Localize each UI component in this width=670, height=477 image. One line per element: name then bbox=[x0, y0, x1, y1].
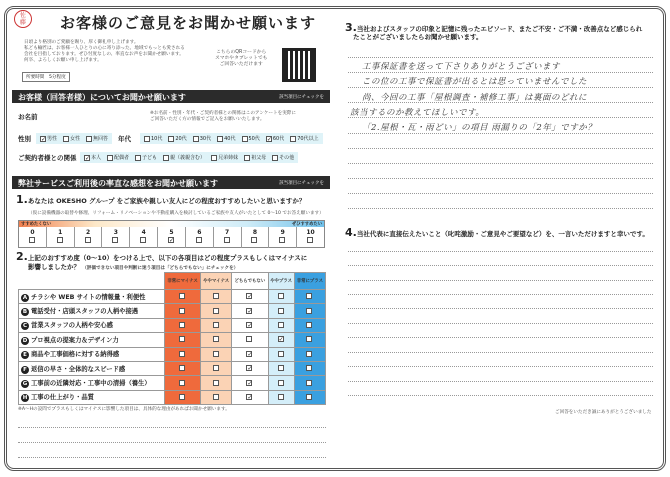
name-stamp: 佐 藤 bbox=[14, 10, 32, 28]
item-key-icon: D bbox=[22, 337, 28, 344]
checkbox[interactable] bbox=[86, 136, 92, 142]
answer-line[interactable] bbox=[348, 148, 653, 149]
intro-line: 私ども輸匠は、お客様一人ひとりの心に寄り添った、地域でもっとも愛される bbox=[24, 46, 185, 51]
checkbox[interactable] bbox=[179, 322, 185, 328]
checkbox[interactable] bbox=[211, 155, 217, 161]
column-header: 非常にマイナス bbox=[165, 273, 201, 290]
checkbox[interactable] bbox=[278, 322, 284, 328]
checkbox[interactable] bbox=[306, 380, 312, 386]
column-header: 非常にプラス bbox=[294, 273, 325, 290]
option-label: 女性 bbox=[70, 136, 81, 142]
scale-value: 6 bbox=[197, 229, 202, 236]
relation-label: ご契約者様との関係 bbox=[18, 154, 77, 162]
question-text: 上記のおすすめ度（0〜10）をつける上で、以下の各項目はどの程度プラスもしくはマイナスに bbox=[27, 254, 308, 262]
item-label bbox=[19, 361, 165, 375]
option-5[interactable] bbox=[244, 154, 266, 161]
rating-cell[interactable] bbox=[232, 361, 268, 375]
checkbox[interactable] bbox=[306, 336, 312, 342]
checkbox[interactable] bbox=[306, 308, 312, 314]
option-label: 30代 bbox=[199, 136, 212, 142]
option-0[interactable] bbox=[84, 154, 101, 161]
scale-low-label: すすめたくない bbox=[21, 222, 52, 227]
checkbox[interactable] bbox=[306, 365, 312, 371]
item-key-icon: C bbox=[22, 323, 28, 330]
checkbox[interactable] bbox=[242, 136, 248, 142]
checkbox[interactable] bbox=[272, 155, 278, 161]
rating-cell[interactable] bbox=[201, 290, 232, 304]
answer-line[interactable] bbox=[18, 457, 326, 458]
respondent-note bbox=[150, 111, 296, 123]
checkbox[interactable]: ✓ bbox=[85, 154, 91, 162]
qr-code-icon[interactable] bbox=[282, 48, 316, 82]
option-4[interactable] bbox=[211, 154, 238, 161]
age-label: 年代 bbox=[118, 135, 131, 143]
question-number: 4. bbox=[345, 226, 357, 239]
scale-option-9[interactable] bbox=[269, 227, 297, 248]
checkbox[interactable] bbox=[179, 351, 185, 357]
intro-text bbox=[24, 40, 224, 64]
checkbox[interactable] bbox=[213, 351, 219, 357]
option-label: 祖父母 bbox=[251, 155, 267, 161]
option-label: 70代以上 bbox=[297, 136, 319, 142]
checkbox[interactable] bbox=[217, 136, 223, 142]
page-title: お客様のご意見をお聞かせ願います bbox=[60, 14, 317, 32]
checkbox[interactable] bbox=[213, 293, 219, 299]
column-header: どちらでもない bbox=[232, 273, 268, 290]
option-label: 50代 bbox=[248, 136, 260, 142]
rating-cell[interactable] bbox=[201, 333, 232, 347]
item-label bbox=[19, 318, 165, 332]
checkbox[interactable] bbox=[135, 155, 141, 161]
scale-option-1[interactable] bbox=[47, 227, 75, 248]
rating-cell[interactable] bbox=[268, 347, 294, 361]
recommend-scale bbox=[18, 220, 325, 248]
answer-line[interactable] bbox=[348, 337, 653, 338]
answer-line[interactable] bbox=[348, 133, 653, 134]
checkbox[interactable] bbox=[213, 308, 219, 314]
scale-option-10[interactable] bbox=[297, 227, 324, 248]
column-header: ややマイナス bbox=[201, 273, 232, 290]
qr-line: ご回答いただけます bbox=[219, 62, 263, 67]
rating-cell[interactable] bbox=[268, 376, 294, 390]
option-label: 男性 bbox=[47, 136, 58, 142]
scale-value: 2 bbox=[85, 229, 91, 236]
checkbox[interactable] bbox=[290, 136, 296, 142]
item-text: 返信の早さ・全体的なスピード感 bbox=[31, 365, 126, 373]
rating-cell[interactable] bbox=[294, 318, 325, 332]
rating-cell[interactable] bbox=[268, 390, 294, 404]
section-title: お客様（回答者様）についてお聞かせ願います bbox=[18, 93, 186, 102]
scale-value: 8 bbox=[252, 229, 257, 236]
item-label bbox=[19, 347, 165, 361]
question-1 bbox=[16, 193, 305, 206]
gender-options bbox=[36, 133, 112, 144]
item-label bbox=[19, 333, 165, 347]
rating-cell[interactable] bbox=[232, 333, 268, 347]
answer-line[interactable] bbox=[348, 87, 653, 88]
scale-value: 1 bbox=[58, 229, 63, 236]
question-sub: （評価できない項目や判断に迷う項目は「どちらでもない」にチェックを） bbox=[82, 266, 239, 271]
checkbox[interactable] bbox=[278, 351, 284, 357]
question-number: 3. bbox=[345, 21, 357, 34]
question-text: 影響しましたか？ bbox=[28, 263, 80, 271]
item-label bbox=[19, 290, 165, 304]
checkbox[interactable] bbox=[224, 237, 230, 243]
name-label: お名前 bbox=[18, 113, 38, 121]
answer-line[interactable] bbox=[348, 251, 653, 252]
scale-value: 9 bbox=[280, 229, 285, 236]
checkbox[interactable]: ✓ bbox=[247, 350, 253, 358]
checkbox[interactable] bbox=[306, 394, 312, 400]
item-text: チラシや WEB サイトの情報量・利便性 bbox=[31, 293, 146, 301]
scale-value: 5 bbox=[169, 229, 174, 236]
checkbox[interactable] bbox=[85, 237, 91, 243]
item-text: 商品や工事価格に対する納得感 bbox=[31, 351, 120, 359]
rating-cell[interactable] bbox=[294, 304, 325, 318]
checkbox[interactable] bbox=[278, 308, 284, 314]
checkbox[interactable] bbox=[278, 394, 284, 400]
question-number: 2. bbox=[16, 250, 28, 263]
scale-option-0[interactable] bbox=[19, 227, 47, 248]
answer-line[interactable] bbox=[348, 381, 653, 382]
rating-cell[interactable] bbox=[165, 290, 201, 304]
option-6[interactable] bbox=[290, 135, 318, 142]
option-label: 60代 bbox=[272, 136, 285, 142]
rating-cell[interactable] bbox=[268, 361, 294, 375]
option-1[interactable] bbox=[63, 135, 80, 142]
checkbox[interactable]: ✓ bbox=[247, 393, 253, 401]
checkbox[interactable] bbox=[29, 237, 35, 243]
scale-value: 3 bbox=[113, 229, 118, 236]
table-row bbox=[19, 333, 326, 347]
scale-value: 7 bbox=[225, 229, 230, 236]
option-label: 配偶者 bbox=[114, 155, 130, 161]
checkbox[interactable] bbox=[107, 155, 113, 161]
answer-line[interactable] bbox=[348, 323, 653, 324]
answer-line[interactable] bbox=[348, 308, 653, 309]
option-label: 40代 bbox=[224, 136, 236, 142]
question-4 bbox=[345, 226, 649, 239]
option-label: 親（義親含む） bbox=[170, 155, 206, 161]
table-row bbox=[19, 390, 326, 404]
answer-line[interactable] bbox=[348, 265, 653, 266]
checkbox[interactable] bbox=[278, 365, 284, 371]
table-row bbox=[19, 304, 326, 318]
checkbox[interactable] bbox=[244, 155, 250, 161]
checkbox[interactable] bbox=[279, 237, 285, 243]
checkbox[interactable]: ✓ bbox=[247, 321, 253, 329]
time-required: 所要時間 5分程度 bbox=[22, 72, 70, 82]
answer-line[interactable] bbox=[348, 395, 653, 396]
option-2[interactable] bbox=[86, 135, 108, 142]
checkbox[interactable] bbox=[112, 237, 118, 243]
rating-cell[interactable] bbox=[268, 318, 294, 332]
checkbox[interactable]: ✓ bbox=[247, 307, 253, 315]
item-key-icon: E bbox=[21, 351, 29, 359]
answer-line[interactable] bbox=[348, 163, 653, 164]
answer-line[interactable] bbox=[18, 427, 326, 428]
note-line: ※お名前・性別・年代・ご契約者様との関係はこのアンケートを実際に bbox=[150, 111, 296, 116]
checkbox[interactable] bbox=[246, 336, 252, 342]
section-header-feedback bbox=[12, 176, 330, 189]
items-note: ※A〜Hの設問でプラスもしくはマイナスに影響した項目は、具体的な理由があればお聞かせ願います。 bbox=[18, 407, 230, 412]
scale-option-7[interactable] bbox=[214, 227, 242, 248]
table-row bbox=[19, 361, 326, 375]
rating-cell[interactable] bbox=[165, 318, 201, 332]
item-text: 電話受付・店頭スタッフの人柄や接遇 bbox=[31, 308, 139, 316]
rating-cell[interactable] bbox=[165, 304, 201, 318]
item-label bbox=[19, 390, 165, 404]
checkbox[interactable] bbox=[179, 308, 185, 314]
table-row bbox=[19, 290, 326, 304]
rating-cell[interactable] bbox=[294, 290, 325, 304]
checkbox[interactable] bbox=[144, 136, 150, 142]
answer-line[interactable] bbox=[348, 352, 653, 353]
handwritten-answer-line: 該当するのか教えてほしいです。 bbox=[350, 108, 485, 118]
item-label bbox=[19, 304, 165, 318]
checkbox[interactable] bbox=[196, 237, 202, 243]
checkbox[interactable]: ✓ bbox=[168, 236, 174, 244]
answer-line[interactable] bbox=[348, 366, 653, 367]
checkbox[interactable] bbox=[306, 293, 312, 299]
question-2-b bbox=[28, 262, 238, 271]
answer-line[interactable] bbox=[348, 208, 653, 209]
option-label: 子ども bbox=[142, 155, 158, 161]
checkbox[interactable]: ✓ bbox=[247, 365, 253, 373]
thanks-text: ご回答をいただき誠にありがとうございました bbox=[555, 410, 652, 415]
checkbox[interactable] bbox=[179, 365, 185, 371]
rating-cell[interactable] bbox=[232, 390, 268, 404]
table-row bbox=[19, 347, 326, 361]
rating-cell[interactable] bbox=[294, 347, 325, 361]
question-text: 当社およびスタッフの印象と記憶に残ったエピソード、またご不安・ご不満・改善点など感じられ bbox=[356, 25, 643, 33]
question-number: 1. bbox=[16, 193, 28, 206]
scale-option-2[interactable] bbox=[75, 227, 103, 248]
rating-cell[interactable] bbox=[294, 333, 325, 347]
option-2[interactable] bbox=[193, 135, 211, 142]
option-1[interactable] bbox=[168, 135, 186, 142]
checkbox[interactable] bbox=[140, 237, 146, 243]
scale-option-6[interactable] bbox=[186, 227, 214, 248]
option-label: 20代 bbox=[175, 136, 187, 142]
rating-cell[interactable] bbox=[232, 304, 268, 318]
scale-high-label: ぜひすすめたい bbox=[291, 222, 322, 227]
option-6[interactable] bbox=[272, 154, 294, 161]
checkbox[interactable] bbox=[213, 336, 219, 342]
checkbox[interactable] bbox=[179, 394, 185, 400]
item-key-icon: F bbox=[21, 366, 29, 374]
rating-cell[interactable] bbox=[268, 290, 294, 304]
checkbox[interactable] bbox=[57, 237, 63, 243]
rating-cell[interactable] bbox=[165, 347, 201, 361]
item-text: 工事の仕上がり・品質 bbox=[31, 394, 94, 402]
checkbox[interactable] bbox=[307, 237, 313, 243]
answer-line[interactable] bbox=[348, 178, 653, 179]
scale-value: 4 bbox=[141, 229, 146, 236]
intro-line: 何卒、よろしくお願い申し上げます。 bbox=[24, 58, 102, 63]
gender-label: 性別 bbox=[18, 135, 31, 143]
item-key-icon: A bbox=[22, 294, 28, 301]
section-title: 弊社サービスご利用後の率直な感想をお聞かせ願います bbox=[18, 179, 218, 188]
option-label: 10代 bbox=[151, 136, 163, 142]
qr-line: こちらのQRコードから bbox=[216, 50, 267, 55]
rating-cell[interactable] bbox=[232, 347, 268, 361]
rating-cell[interactable] bbox=[201, 361, 232, 375]
checkbox[interactable] bbox=[179, 380, 185, 386]
intro-line: 日頃より格別のご愛顧を賜り、厚く御礼申し上げます。 bbox=[24, 40, 139, 45]
option-4[interactable] bbox=[242, 135, 260, 142]
qr-text bbox=[215, 50, 267, 68]
scale-value: 10 bbox=[306, 229, 315, 236]
option-5[interactable] bbox=[266, 135, 284, 142]
option-3[interactable] bbox=[217, 135, 235, 142]
handwritten-answer-line: 尚、今回の工事「屋根調査・補修工事」は裏面のどれに bbox=[362, 93, 588, 103]
scale-option-5[interactable] bbox=[158, 227, 186, 248]
question-text: 当社代表に直接伝えたいこと（叱咤激励・ご意見やご要望など）を、一言いただけますと幸いです。 bbox=[356, 230, 649, 238]
column-header: ややプラス bbox=[268, 273, 294, 290]
rating-cell[interactable] bbox=[232, 290, 268, 304]
checkbox[interactable] bbox=[179, 293, 185, 299]
answer-line[interactable] bbox=[348, 72, 653, 73]
blank-header bbox=[19, 273, 165, 290]
scale-option-3[interactable] bbox=[102, 227, 130, 248]
option-0[interactable] bbox=[40, 135, 57, 142]
item-key-icon: H bbox=[22, 395, 28, 402]
section-hint: 該当項目にチェックを bbox=[279, 181, 324, 186]
checkbox[interactable] bbox=[306, 322, 312, 328]
answer-line[interactable] bbox=[348, 57, 653, 58]
rating-cell[interactable] bbox=[165, 390, 201, 404]
qr-line: スマホやタブレットでも bbox=[215, 56, 268, 61]
rating-cell[interactable] bbox=[201, 376, 232, 390]
checkbox[interactable]: ✓ bbox=[41, 135, 47, 143]
checkbox[interactable]: ✓ bbox=[266, 135, 272, 143]
question-3 bbox=[345, 21, 643, 41]
checkbox[interactable] bbox=[213, 365, 219, 371]
answer-line[interactable] bbox=[348, 193, 653, 194]
scale-option-8[interactable] bbox=[242, 227, 270, 248]
item-text: 工事前の近隣対応・工事中の清掃（養生） bbox=[31, 380, 151, 388]
intro-line: 会社を目指しております。ぜひ忖度なしの、率直なお声をお聞かせ願います。 bbox=[24, 52, 184, 57]
rating-cell[interactable] bbox=[201, 304, 232, 318]
question-text: あなたは OKESHO グループ をご家族や親しい友人にどの程度おすすめしたいと思いますか？ bbox=[27, 197, 306, 205]
rating-cell[interactable] bbox=[165, 361, 201, 375]
checkbox[interactable]: ✓ bbox=[247, 293, 253, 301]
checkbox[interactable]: ✓ bbox=[247, 379, 253, 387]
rating-cell[interactable] bbox=[294, 390, 325, 404]
section-hint: 該当項目にチェックを bbox=[279, 95, 324, 100]
rating-cell[interactable] bbox=[232, 376, 268, 390]
answer-line[interactable] bbox=[18, 442, 326, 443]
rating-cell[interactable] bbox=[201, 390, 232, 404]
option-1[interactable] bbox=[107, 154, 129, 161]
section-header-respondent bbox=[12, 90, 330, 103]
rating-cell[interactable] bbox=[165, 333, 201, 347]
item-label bbox=[19, 376, 165, 390]
rating-cell[interactable] bbox=[201, 347, 232, 361]
rating-cell[interactable] bbox=[201, 318, 232, 332]
impact-table bbox=[18, 272, 326, 405]
table-row bbox=[19, 318, 326, 332]
checkbox[interactable]: ✓ bbox=[278, 336, 284, 344]
option-label: 本人 bbox=[91, 155, 102, 161]
checkbox[interactable] bbox=[278, 293, 284, 299]
answer-line[interactable] bbox=[348, 280, 653, 281]
item-key-icon: G bbox=[22, 381, 28, 388]
question-text: たことがございましたらお聞かせ願います。 bbox=[353, 33, 483, 41]
checkbox[interactable] bbox=[168, 136, 174, 142]
option-2[interactable] bbox=[135, 154, 157, 161]
option-label: 無回答 bbox=[93, 136, 109, 142]
rating-cell[interactable] bbox=[268, 333, 294, 347]
question-1-sub: （仮に設備機器の取替や修理、リフォーム・リノベーションや不動産購入を検討しているご家族や友人がいたとして 0〜10 でお答え願います） bbox=[28, 211, 324, 216]
scale-option-4[interactable] bbox=[130, 227, 158, 248]
item-key-icon: B bbox=[22, 309, 28, 316]
checkbox[interactable] bbox=[251, 237, 257, 243]
option-0[interactable] bbox=[144, 135, 162, 142]
age-options bbox=[140, 133, 323, 144]
checkbox[interactable] bbox=[213, 380, 219, 386]
rating-cell[interactable] bbox=[294, 376, 325, 390]
checkbox[interactable] bbox=[213, 394, 219, 400]
handwritten-answer-line: 工事保証書を送って下さりありがとうございます bbox=[362, 62, 561, 72]
scale-value: 0 bbox=[30, 229, 35, 236]
option-label: その他 bbox=[279, 155, 295, 161]
checkbox[interactable] bbox=[278, 380, 284, 386]
checkbox[interactable] bbox=[193, 136, 199, 142]
handwritten-answer-line: この位の工事で保証書が出るとは思っていませんでした bbox=[362, 77, 588, 87]
handwritten-answer-line: 「2.屋根・瓦・雨どい」の項目 雨漏りの「2年」ですか？ bbox=[362, 123, 597, 133]
relation-options bbox=[80, 152, 298, 163]
option-label: 兄弟姉妹 bbox=[218, 155, 239, 161]
checkbox[interactable] bbox=[306, 351, 312, 357]
checkbox[interactable] bbox=[213, 322, 219, 328]
answer-line[interactable] bbox=[348, 294, 653, 295]
item-text: プロ視点の提案力＆デザイン力 bbox=[31, 336, 119, 344]
note-line: ご回答いただく方の情報でご記入をお願いいたします。 bbox=[150, 117, 265, 122]
table-row bbox=[19, 376, 326, 390]
rating-cell[interactable] bbox=[232, 318, 268, 332]
rating-cell[interactable] bbox=[165, 376, 201, 390]
item-text: 営業スタッフの人柄や安心感 bbox=[31, 322, 113, 330]
option-3[interactable] bbox=[163, 154, 205, 161]
checkbox[interactable] bbox=[63, 136, 69, 142]
rating-cell[interactable] bbox=[268, 304, 294, 318]
checkbox[interactable] bbox=[179, 336, 185, 342]
checkbox[interactable] bbox=[163, 155, 169, 161]
rating-cell[interactable] bbox=[294, 361, 325, 375]
